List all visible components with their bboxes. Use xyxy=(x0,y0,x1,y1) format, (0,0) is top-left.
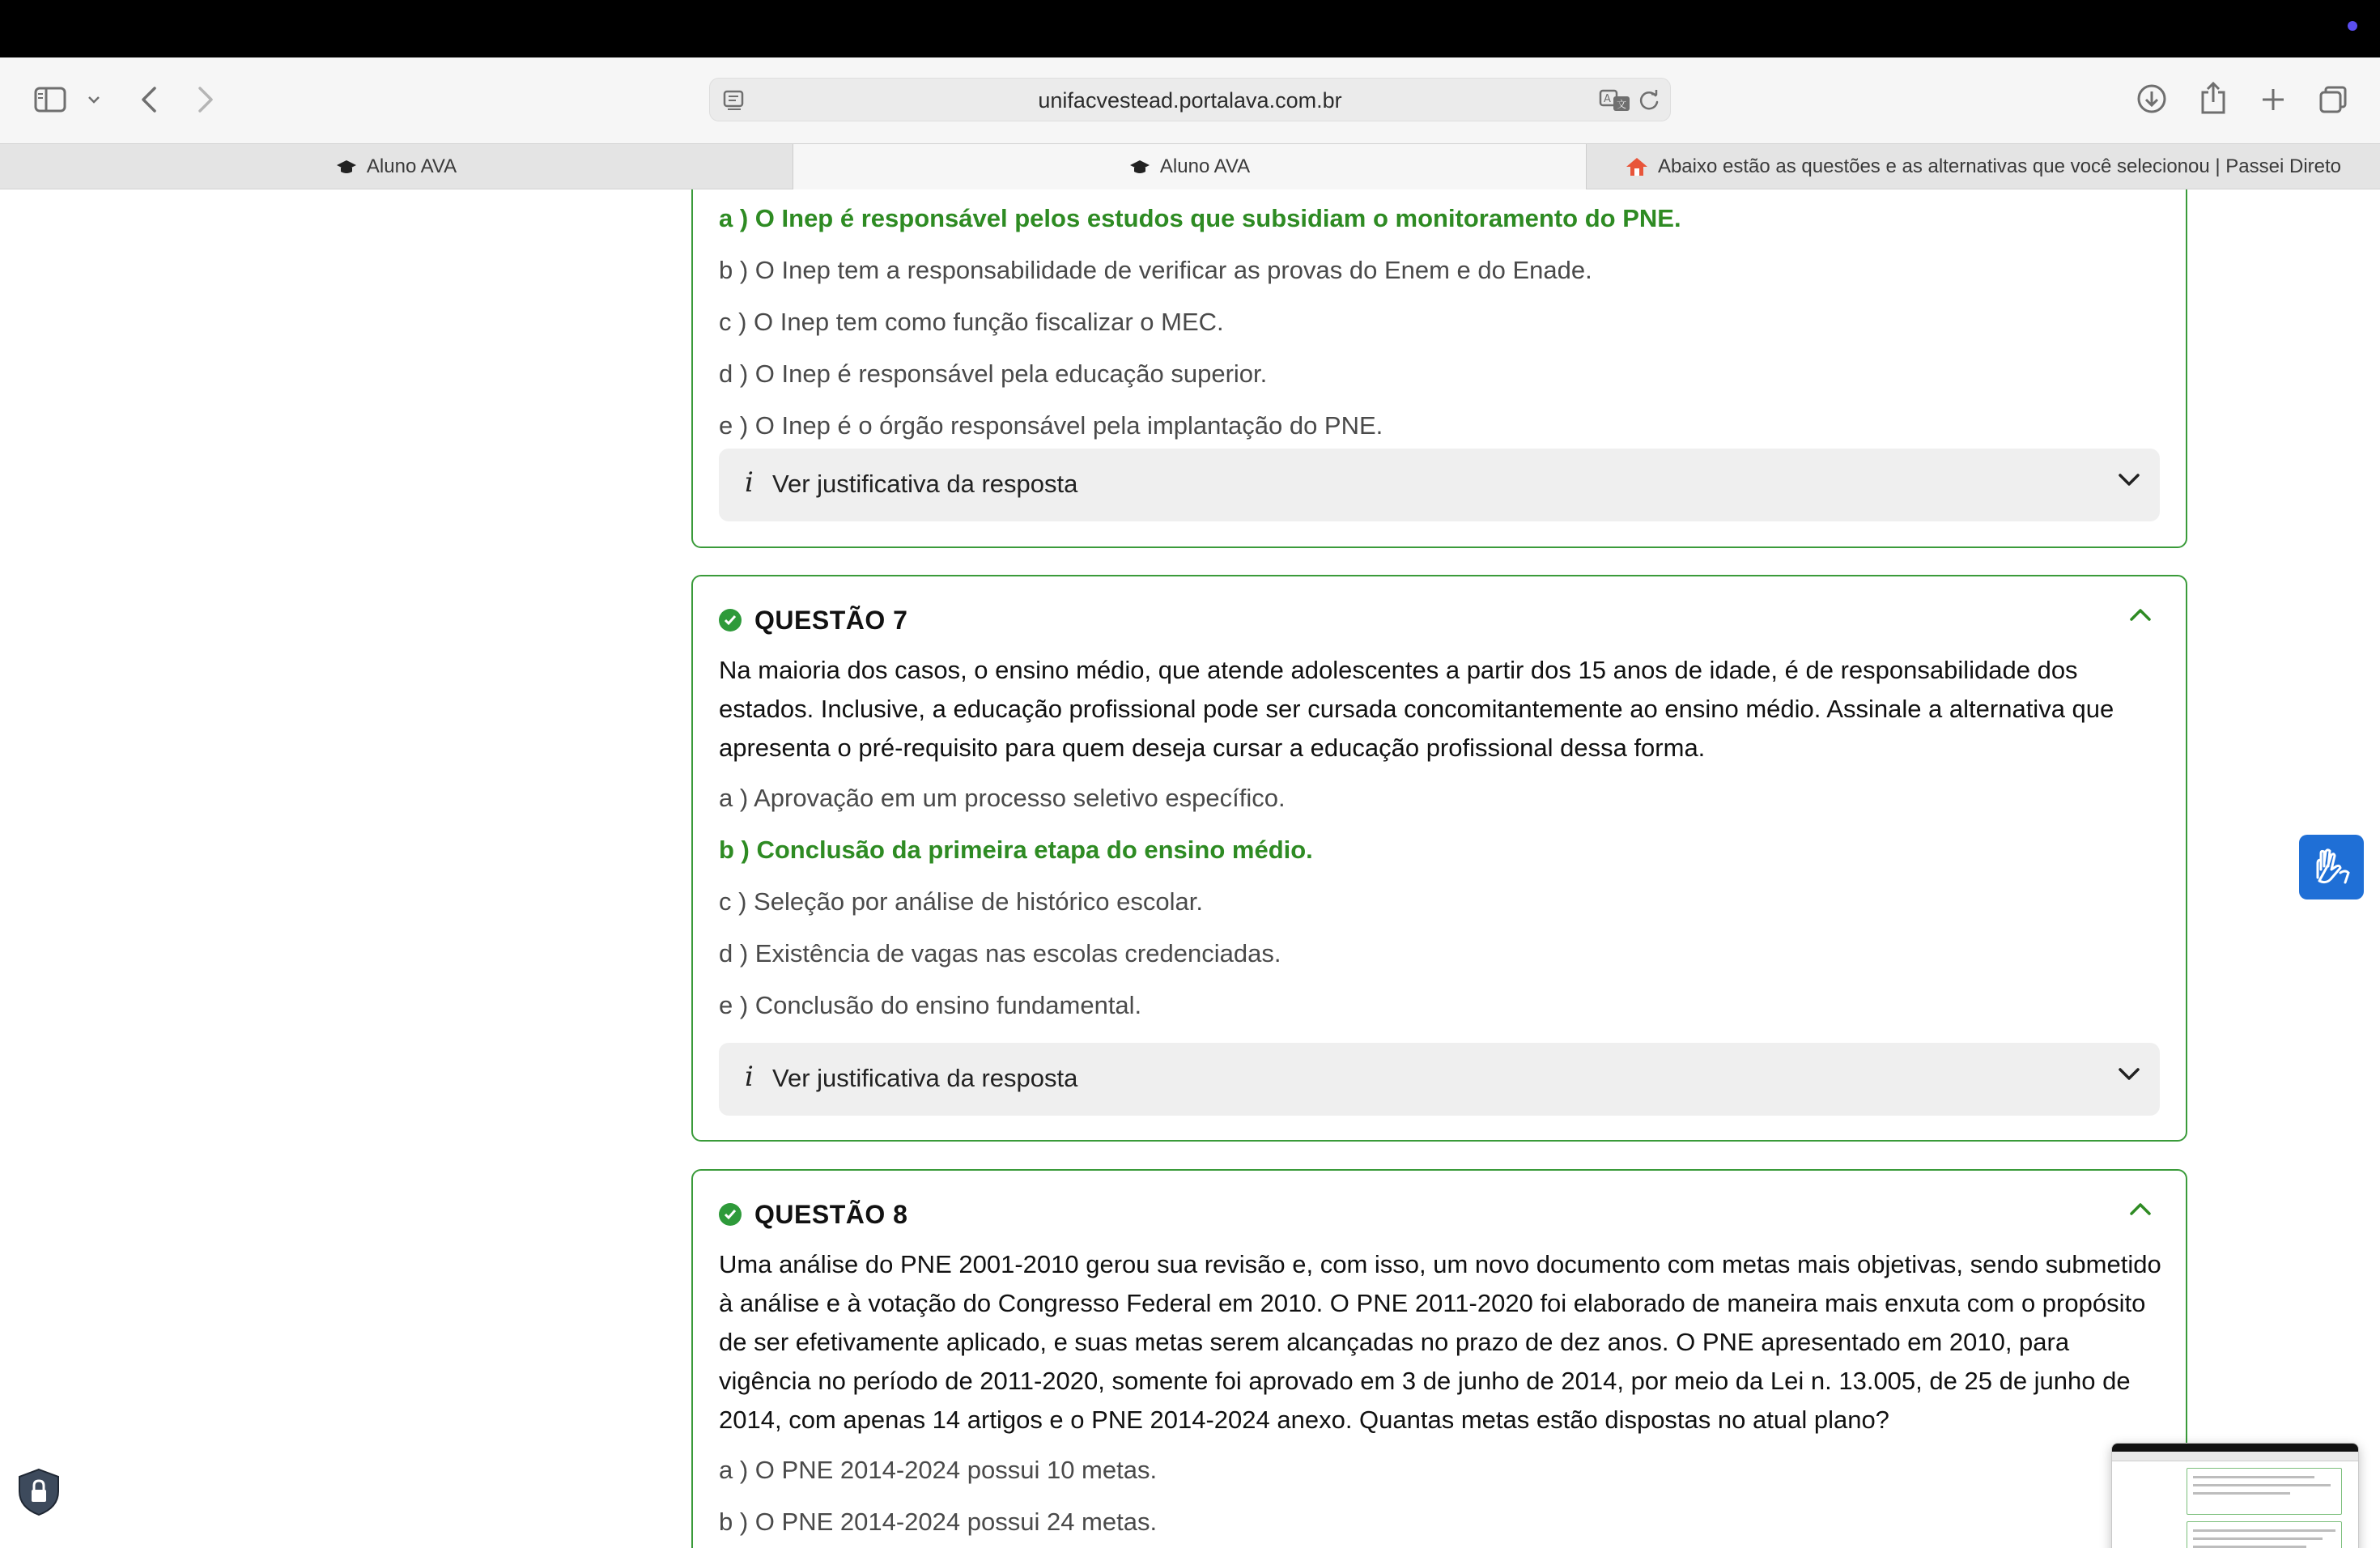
question-text: Uma análise do PNE 2001-2010 gerou sua revisão e, com isso, um novo documento com metas mais objetivas, sendo submetido à análise e à votação do Congresso Federal em 2010. O PNE 2011-2020 foi elaborado de maneira mais enxuta com o propósito de ser efetivamente aplicado, e suas metas serem alcançadas no prazo de dez anos. O PNE apresentado em 2010, para vigência no período de 2011-2020, somente foi aprovado em 3 de junho de 2014, por meio da Lei n. 13.005, de 25 de junho de 2014, com apenas 14 artigos e o PNE 2014-2024 anexo. Quantas metas estão dispostas no atual plano? xyxy=(719,1250,2161,1434)
tab-label: Aluno AVA xyxy=(366,155,457,177)
thumbnail-card xyxy=(2187,1521,2342,1548)
address-bar[interactable] xyxy=(709,78,1671,121)
graduation-cap-icon xyxy=(336,159,357,175)
justification-toggle[interactable] xyxy=(719,1043,2160,1116)
svg-text:A: A xyxy=(1604,93,1611,105)
question-header xyxy=(719,604,907,636)
question-card-6 xyxy=(691,189,2187,548)
justification-label: Ver justificativa da resposta xyxy=(772,1064,1078,1092)
thumbnail-menubar xyxy=(2112,1444,2358,1452)
justification-toggle[interactable] xyxy=(719,449,2160,521)
option-b: b ) Conclusão da primeira etapa do ensino médio. xyxy=(719,836,1313,864)
question-title: QUESTÃO 7 xyxy=(754,605,908,635)
chevron-down-icon xyxy=(2118,473,2140,491)
translate-icon[interactable] xyxy=(1599,88,1631,117)
privacy-shield-icon[interactable] xyxy=(16,1467,62,1517)
tab-aluno-ava-2[interactable] xyxy=(793,144,1587,189)
thumbnail-card xyxy=(2187,1468,2342,1515)
new-tab-icon[interactable] xyxy=(2257,83,2289,116)
question-header xyxy=(719,1198,907,1231)
chevron-up-icon[interactable] xyxy=(2129,1201,2152,1220)
thumbnail-line xyxy=(2193,1529,2335,1532)
justification-label: Ver justificativa da resposta xyxy=(772,470,1078,498)
address-url[interactable]: unifacvestead.portalava.com.br xyxy=(1038,88,1342,113)
option-b: b ) O Inep tem a responsabilidade de verificar as provas do Enem e do Enade. xyxy=(719,256,1592,284)
check-circle-icon xyxy=(719,1203,742,1226)
option-d: d ) Existência de vagas nas escolas credenciadas. xyxy=(719,939,1281,968)
chevron-up-icon[interactable] xyxy=(2129,607,2152,626)
option-a: a ) O Inep é responsável pelos estudos que subsidiam o monitoramento do PNE. xyxy=(719,204,1681,232)
thumbnail-line xyxy=(2193,1492,2290,1495)
tab-label: Abaixo estão as questões e as alternativas que você selecionou | Passei Direto xyxy=(1657,155,2342,177)
back-button[interactable] xyxy=(136,82,162,117)
svg-text:文: 文 xyxy=(1617,99,1627,110)
question-card-7 xyxy=(691,575,2187,1142)
check-circle-icon xyxy=(719,609,742,632)
tab-passei-direto[interactable] xyxy=(1587,144,2380,189)
question-title: QUESTÃO 8 xyxy=(754,1199,908,1229)
page-content xyxy=(0,189,2380,1548)
graduation-cap-icon xyxy=(1129,159,1150,175)
tab-overview-icon[interactable] xyxy=(2317,83,2349,116)
status-dot-icon xyxy=(2348,21,2357,31)
chevron-down-icon xyxy=(2118,1067,2140,1086)
hands-icon xyxy=(2310,845,2353,889)
info-icon: i xyxy=(745,1061,754,1093)
sidebar-toggle-icon[interactable] xyxy=(32,83,68,116)
thumbnail-line xyxy=(2193,1476,2314,1478)
downloads-icon[interactable] xyxy=(2136,82,2168,116)
info-icon: i xyxy=(745,466,754,499)
share-icon[interactable] xyxy=(2197,80,2229,116)
thumbnail-toolbar xyxy=(2112,1452,2358,1461)
browser-toolbar xyxy=(0,57,2380,143)
option-e: e ) O Inep é o órgão responsável pela implantação do PNE. xyxy=(719,411,1383,440)
sidebar-menu-chevron-icon[interactable] xyxy=(84,91,104,108)
accessibility-sign-language-button[interactable] xyxy=(2299,835,2364,899)
forward-button[interactable] xyxy=(193,82,219,117)
option-b: b ) O PNE 2014-2024 possui 24 metas. xyxy=(719,1508,1158,1536)
passei-direto-icon xyxy=(1626,157,1648,176)
option-a: a ) O PNE 2014-2024 possui 10 metas. xyxy=(719,1456,1158,1484)
system-menu-bar xyxy=(0,0,2380,57)
thumbnail-line xyxy=(2193,1484,2331,1486)
option-d: d ) O Inep é responsável pela educação superior. xyxy=(719,359,1268,388)
option-c: c ) Seleção por análise de histórico escolar. xyxy=(719,887,1203,916)
reload-icon[interactable] xyxy=(1638,89,1660,116)
tab-label: Aluno AVA xyxy=(1159,155,1251,177)
option-c: c ) O Inep tem como função fiscalizar o MEC. xyxy=(719,308,1224,336)
option-e: e ) Conclusão do ensino fundamental. xyxy=(719,991,1142,1019)
thumbnail-line xyxy=(2193,1537,2323,1540)
tab-aluno-ava-1[interactable] xyxy=(0,144,793,189)
screenshot-thumbnail[interactable] xyxy=(2111,1443,2359,1548)
question-card-8 xyxy=(691,1169,2187,1548)
tab-strip xyxy=(0,143,2380,189)
question-text: Na maioria dos casos, o ensino médio, que atende adolescentes a partir dos 15 anos de idade, é de responsabilidade dos estados. Inclusive, a educação profissional pode ser cursada concomitantemente ao ensino médio. Assinale a alternativa que apresenta o pré-requisito para quem deseja cursar a educação profissional dessa forma. xyxy=(719,656,2114,762)
option-a: a ) Aprovação em um processo seletivo específico. xyxy=(719,784,1286,812)
